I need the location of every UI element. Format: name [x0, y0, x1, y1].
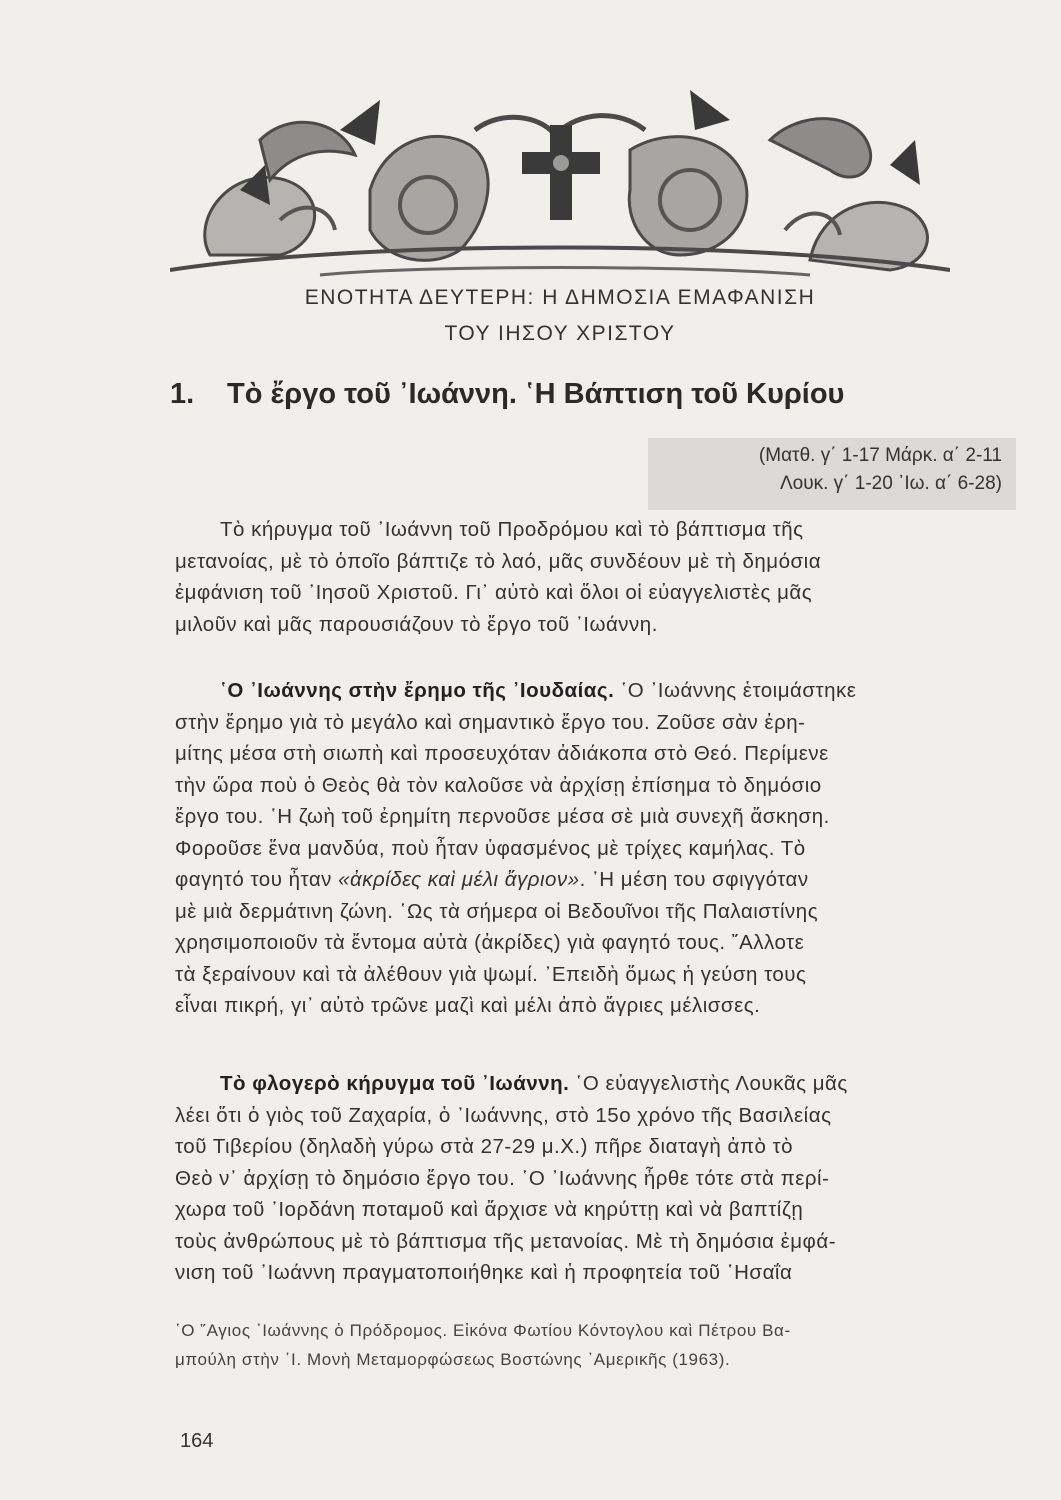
caption-line2: μπούλη στὴν ῾Ι. Μονὴ Μεταμορφώσεως Βοστώνης ᾿Αμερικῆς (1963).	[175, 1350, 731, 1369]
text-line: Θεὸ ν᾿ ἀρχίσῃ τὸ δημόσιο ἔργο του. ῾Ο ᾿Ιωάννης ἦρθε τότε στὰ περί-	[175, 1166, 830, 1190]
paragraph-preaching	[175, 1068, 1020, 1289]
text-line: ἐμφάνιση τοῦ ᾿Ιησοῦ Χριστοῦ. Γι᾿ αὐτὸ καὶ ὅλοι οἱ εὐαγγελιστὲς μᾶς	[175, 581, 813, 604]
text-line	[175, 864, 1020, 896]
chapter-number: 1.	[170, 378, 195, 410]
text-span: . ῾Η μέση του σφιγγόταν	[579, 868, 809, 891]
text-line	[175, 675, 1020, 707]
text-line: μετανοίας, μὲ τὸ ὁποῖο βάπτιζε τὸ λαό, μᾶς συνδέουν μὲ τὴ δημόσια	[175, 549, 822, 573]
text-span: ῾Ο εὐαγγελιστὴς Λουκᾶς μᾶς	[569, 1072, 848, 1095]
text-line: τοῦ Τιβερίου (δηλαδὴ γύρω στὰ 27-29 μ.Χ.) πῆρε διαταγὴ ἀπὸ τὸ	[175, 1135, 794, 1158]
text-line: Τὸ κήρυγμα τοῦ ᾿Ιωάννη τοῦ Προδρόμου καὶ τὸ βάπτισμα τῆς	[220, 518, 804, 541]
caption-line1: ῾Ο ῞Αγιος ᾿Ιωάννης ὁ Πρόδρομος. Εἰκόνα Φωτίου Κόντογλου καὶ Πέτρου Βα-	[175, 1321, 791, 1340]
reference-line2: Λουκ. γ΄ 1-20 ᾿Ιω. α΄ 6-28)	[779, 473, 1002, 494]
text-line: μίτης μέσα στὴ σιωπὴ καὶ προσευχόταν ἀδιάκοπα στὸ Θεό. Περίμενε	[175, 742, 829, 765]
text-line	[175, 1068, 1020, 1100]
text-line: εἶναι πικρή, γι᾿ αὐτὸ τρῶνε μαζὶ καὶ μέλι ἀπὸ ἄγριες μέλισσες.	[175, 994, 761, 1017]
text-line: χρησιμοποιοῦν τὰ ἔντομα αὐτὰ (ἀκρίδες) γιὰ φαγητό τους. ῎Αλλοτε	[175, 931, 805, 954]
text-span: φαγητό του ἦταν	[175, 868, 339, 891]
text-span: ῾Ο ᾿Ιωάννης ἑτοιμάστηκε	[614, 679, 857, 702]
unit-heading-line2: ΤΟΥ ΙΗΣΟΥ ΧΡΙΣΤΟΥ	[444, 322, 676, 345]
section-heading-desert: ῾Ο ᾿Ιωάννης στὴν ἔρημο τῆς ᾿Ιουδαίας.	[220, 679, 615, 702]
unit-heading	[175, 280, 945, 352]
text-line: τὴν ὥρα ποὺ ὁ Θεὸς θὰ τὸν καλοῦσε νὰ ἀρχίσῃ ἐπίσημα τὸ δημόσιο	[175, 773, 822, 797]
quote-text: «ἀκρίδες καὶ μέλι ἄγριον»	[338, 868, 580, 891]
text-line: μὲ μιὰ δερμάτινη ζώνη. ῾Ως τὰ σήμερα οἱ Βεδουῖνοι τῆς Παλαιστίνης	[175, 899, 819, 923]
paragraph-intro	[175, 514, 1020, 640]
text-line: στὴν ἔρημο γιὰ τὸ μεγάλο καὶ σημαντικὸ ἔργο του. Ζοῦσε σὰν ἐρη-	[175, 710, 806, 734]
scripture-references	[648, 438, 1016, 510]
text-line: χωρα τοῦ ᾿Ιορδάνη ποταμοῦ καὶ ἄρχισε νὰ κηρύττῃ καὶ νὰ βαπτίζῃ	[175, 1198, 804, 1221]
text-line: μιλοῦν καὶ μᾶς παρουσιάζουν τὸ ἔργο τοῦ ᾿Ιωάννη.	[175, 612, 658, 636]
unit-heading-line1: ΕΝΟΤΗΤΑ ΔΕΥΤΕΡΗ: Η ΔΗΜΟΣΙΑ ΕΜΑΦΑΝΙΣΗ	[304, 286, 816, 309]
text-line: νιση τοῦ ᾿Ιωάννη πραγματοποιήθηκε καὶ ἡ προφητεία τοῦ ῾Ησαΐα	[175, 1261, 793, 1284]
page-number: 164	[180, 1430, 214, 1452]
text-line: τοὺς ἀνθρώπους μὲ τὸ βάπτισμα τῆς μετανοίας. Μὲ τὴ δημόσια ἐμφά-	[175, 1229, 837, 1253]
text-line: λέει ὅτι ὁ γιὸς τοῦ Ζαχαρία, ὁ ᾿Ιωάννης, στὸ 15ο χρόνο τῆς Βασιλείας	[175, 1103, 832, 1127]
section-heading-preaching: Τὸ φλογερὸ κήρυγμα τοῦ ᾿Ιωάννη.	[220, 1072, 570, 1095]
chapter-title-text: Τὸ ἔργο τοῦ ᾿Ιωάννη. ῾Η Βάπτιση τοῦ Κυρίου	[227, 378, 845, 410]
ornamental-header-cross-icon	[170, 70, 950, 285]
text-line: τὰ ξεραίνουν καὶ τὰ ἀλέθουν γιὰ ψωμί. ᾿Επειδὴ ὅμως ἡ γεύση τους	[175, 962, 807, 986]
chapter-title	[170, 378, 950, 411]
reference-line1: (Ματθ. γ΄ 1-17 Μάρκ. α΄ 2-11	[758, 445, 1002, 466]
text-line: Φοροῦσε ἕνα μανδύα, ποὺ ἦταν ὑφασμένος μὲ τρίχες καμήλας. Τὸ	[175, 836, 806, 860]
text-line: ἔργο του. ῾Η ζωὴ τοῦ ἐρημίτη περνοῦσε μέσα σὲ μιὰ συνεχῆ ἄσκηση.	[175, 805, 830, 828]
image-caption	[175, 1316, 1025, 1374]
paragraph-desert	[175, 675, 1020, 1022]
